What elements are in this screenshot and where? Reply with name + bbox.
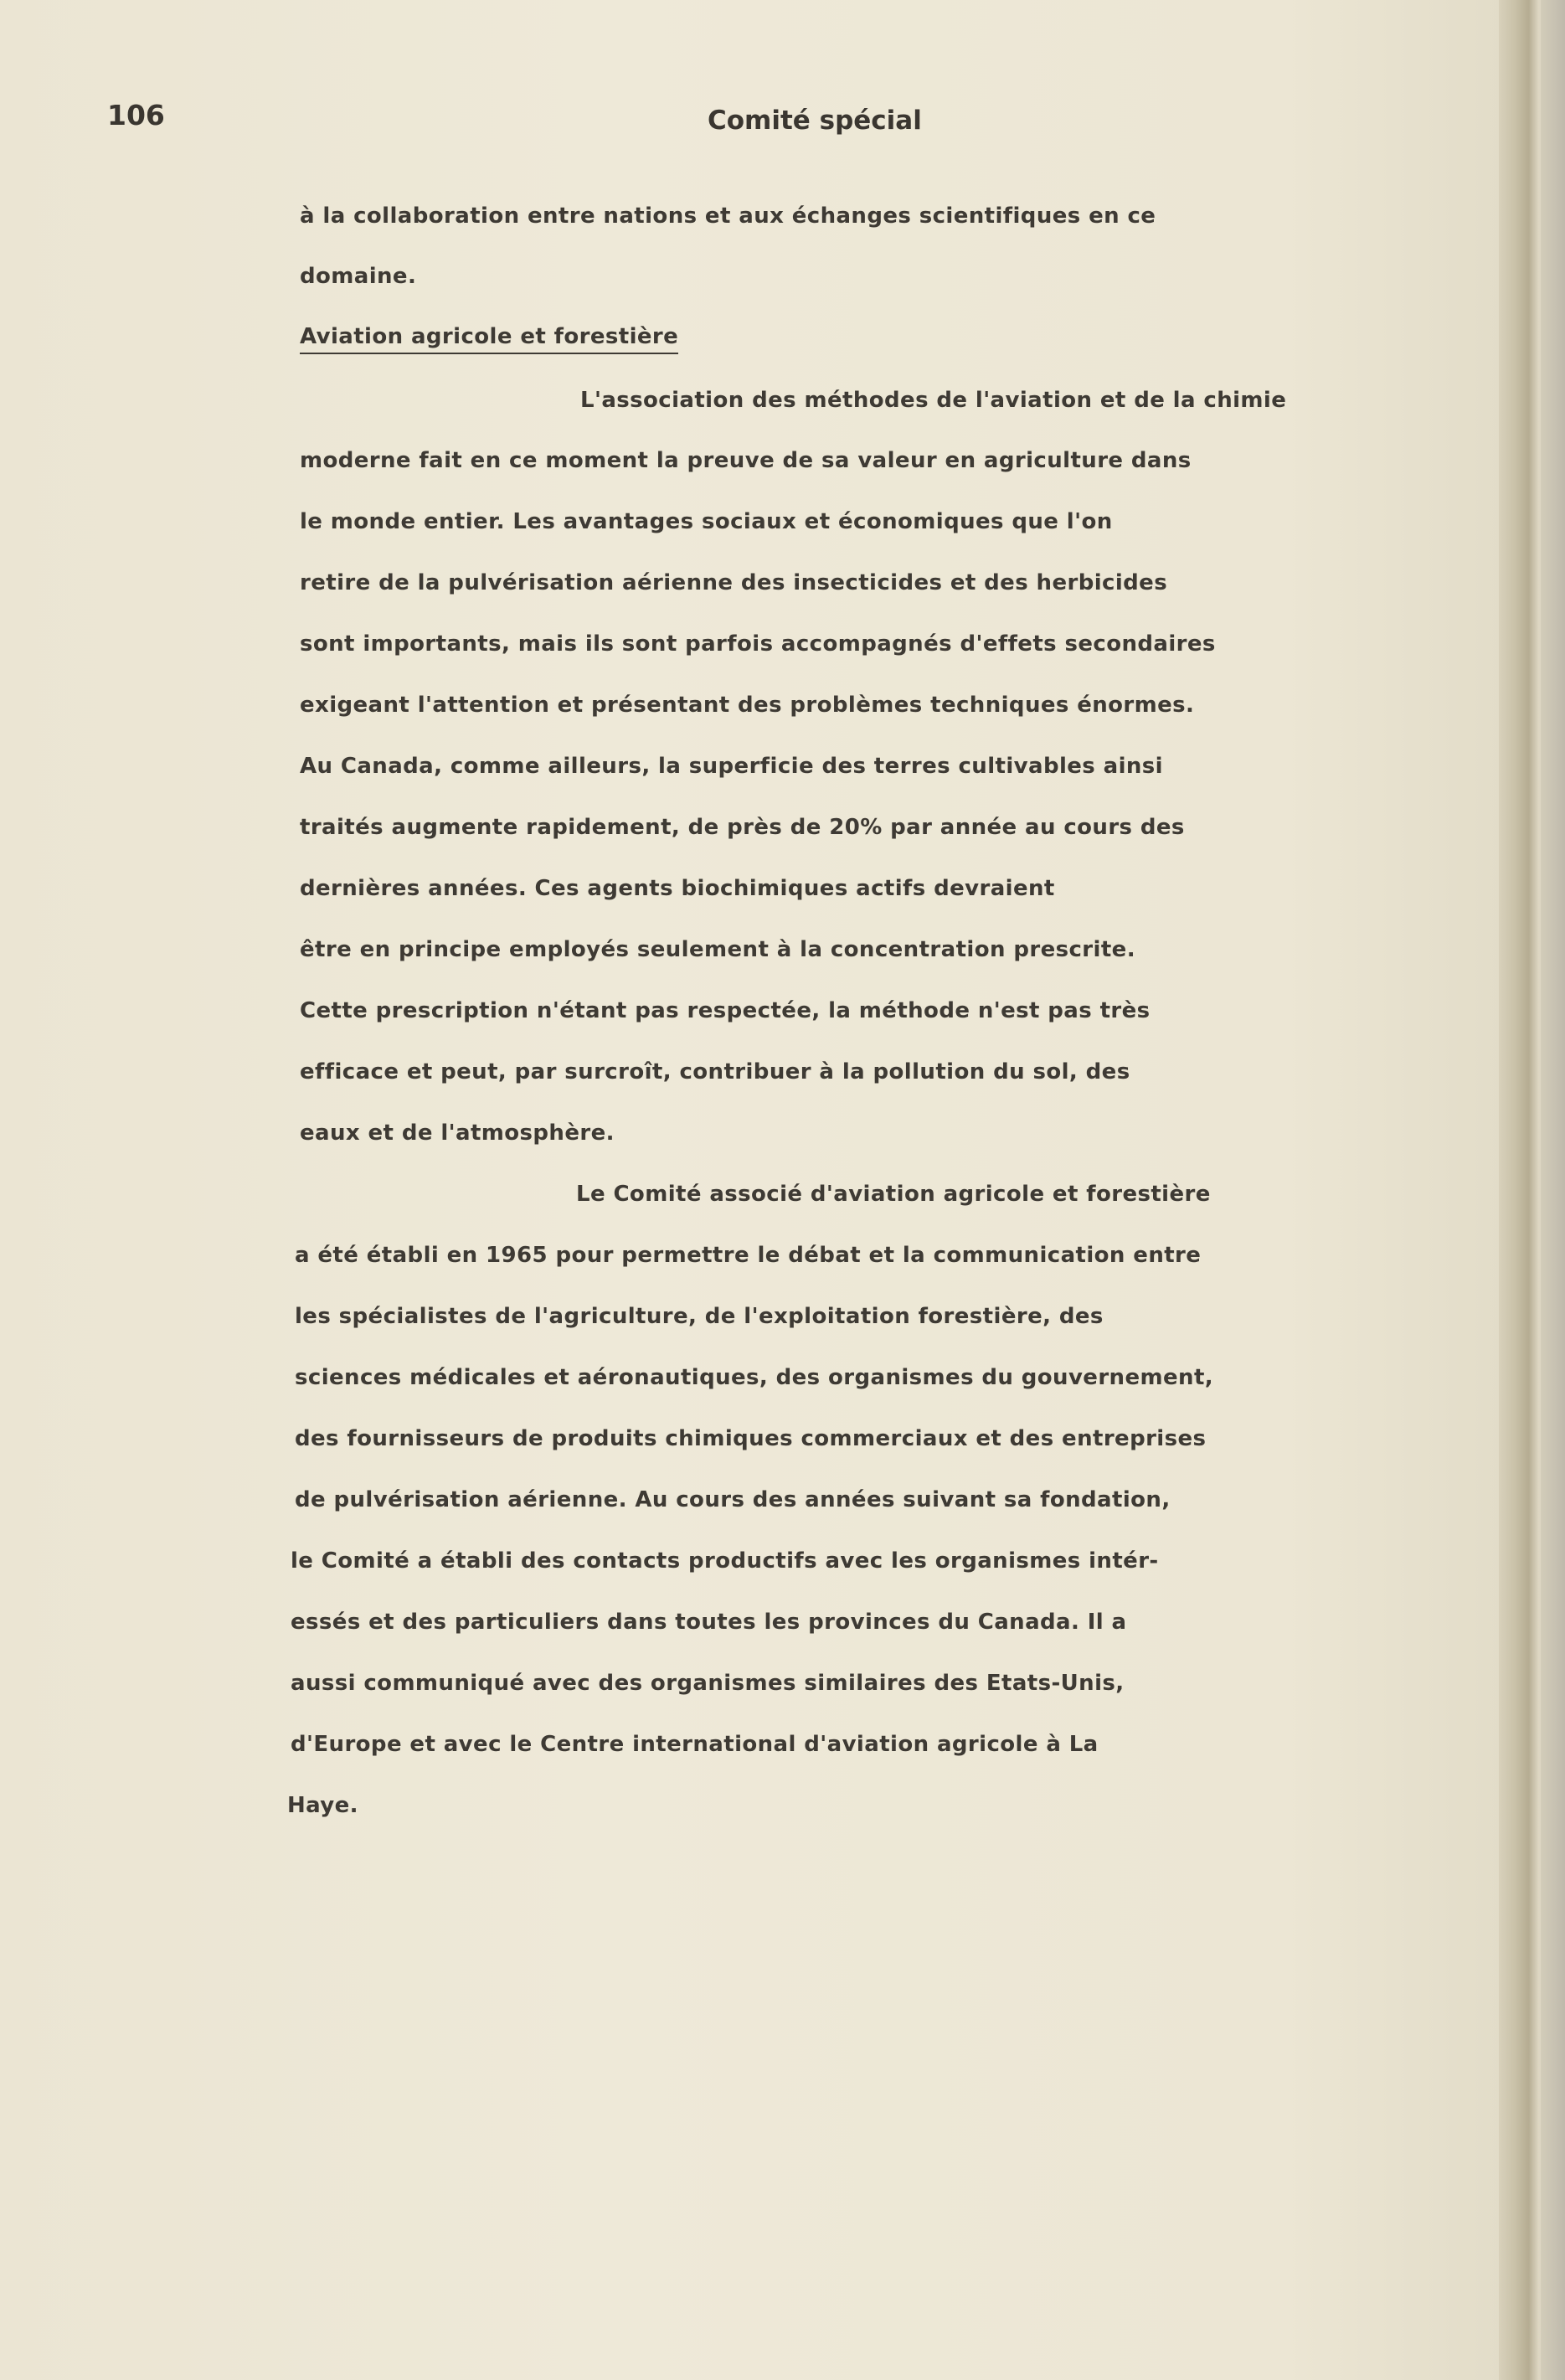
section-heading: Aviation agricole et forestière [300, 324, 678, 354]
text-line: a été établi en 1965 pour permettre le débat et la communication entre [295, 1243, 1202, 1268]
text-line: Le Comité associé d'aviation agricole et forestière [576, 1182, 1211, 1207]
text-line: les spécialistes de l'agriculture, de l'exploitation forestière, des [295, 1304, 1104, 1329]
text-line: eaux et de l'atmosphère. [300, 1120, 615, 1146]
text-line: aussi communiqué avec des organismes similaires des Etats-Unis, [291, 1671, 1125, 1696]
text-line: à la collaboration entre nations et aux échanges scientifiques en ce [300, 203, 1156, 229]
text-line: domaine. [300, 264, 417, 289]
text-line: de pulvérisation aérienne. Au cours des années suivant sa fondation, [295, 1487, 1171, 1512]
text-line: le Comité a établi des contacts productifs avec les organismes intér- [291, 1548, 1159, 1574]
text-line: Au Canada, comme ailleurs, la superficie des terres cultivables ainsi [300, 754, 1163, 779]
text-line: le monde entier. Les avantages sociaux et économiques que l'on [300, 509, 1113, 534]
text-line: dernières années. Ces agents biochimiques actifs devraient [300, 876, 1055, 901]
text-line: retire de la pulvérisation aérienne des insecticides et des herbicides [300, 570, 1168, 595]
text-line: des fournisseurs de produits chimiques commerciaux et des entreprises [295, 1426, 1207, 1451]
text-line: être en principe employés seulement à la concentration prescrite. [300, 937, 1135, 962]
text-line: traités augmente rapidement, de près de 20% par année au cours des [300, 815, 1185, 840]
text-line: exigeant l'attention et présentant des problèmes techniques énormes. [300, 693, 1195, 718]
text-line: d'Europe et avec le Centre international d'aviation agricole à La [291, 1732, 1099, 1757]
page-number: 106 [107, 99, 165, 131]
running-header [0, 92, 1507, 142]
scan-shadow [1541, 0, 1565, 2380]
text-line: sciences médicales et aéronautiques, des organismes du gouvernement, [295, 1365, 1214, 1390]
text-line: sont importants, mais ils sont parfois accompagnés d'effets secondaires [300, 631, 1216, 657]
text-line: efficace et peut, par surcroît, contribuer à la pollution du sol, des [300, 1059, 1130, 1084]
running-title: Comité spécial [708, 106, 922, 136]
text-line: Cette prescription n'étant pas respectée, la méthode n'est pas très [300, 998, 1151, 1023]
text-line: L'association des méthodes de l'aviation et de la chimie [580, 388, 1287, 413]
text-line: Haye. [287, 1793, 358, 1818]
text-line: essés et des particuliers dans toutes les provinces du Canada. Il a [291, 1610, 1127, 1635]
text-line: moderne fait en ce moment la preuve de sa valeur en agriculture dans [300, 448, 1192, 473]
